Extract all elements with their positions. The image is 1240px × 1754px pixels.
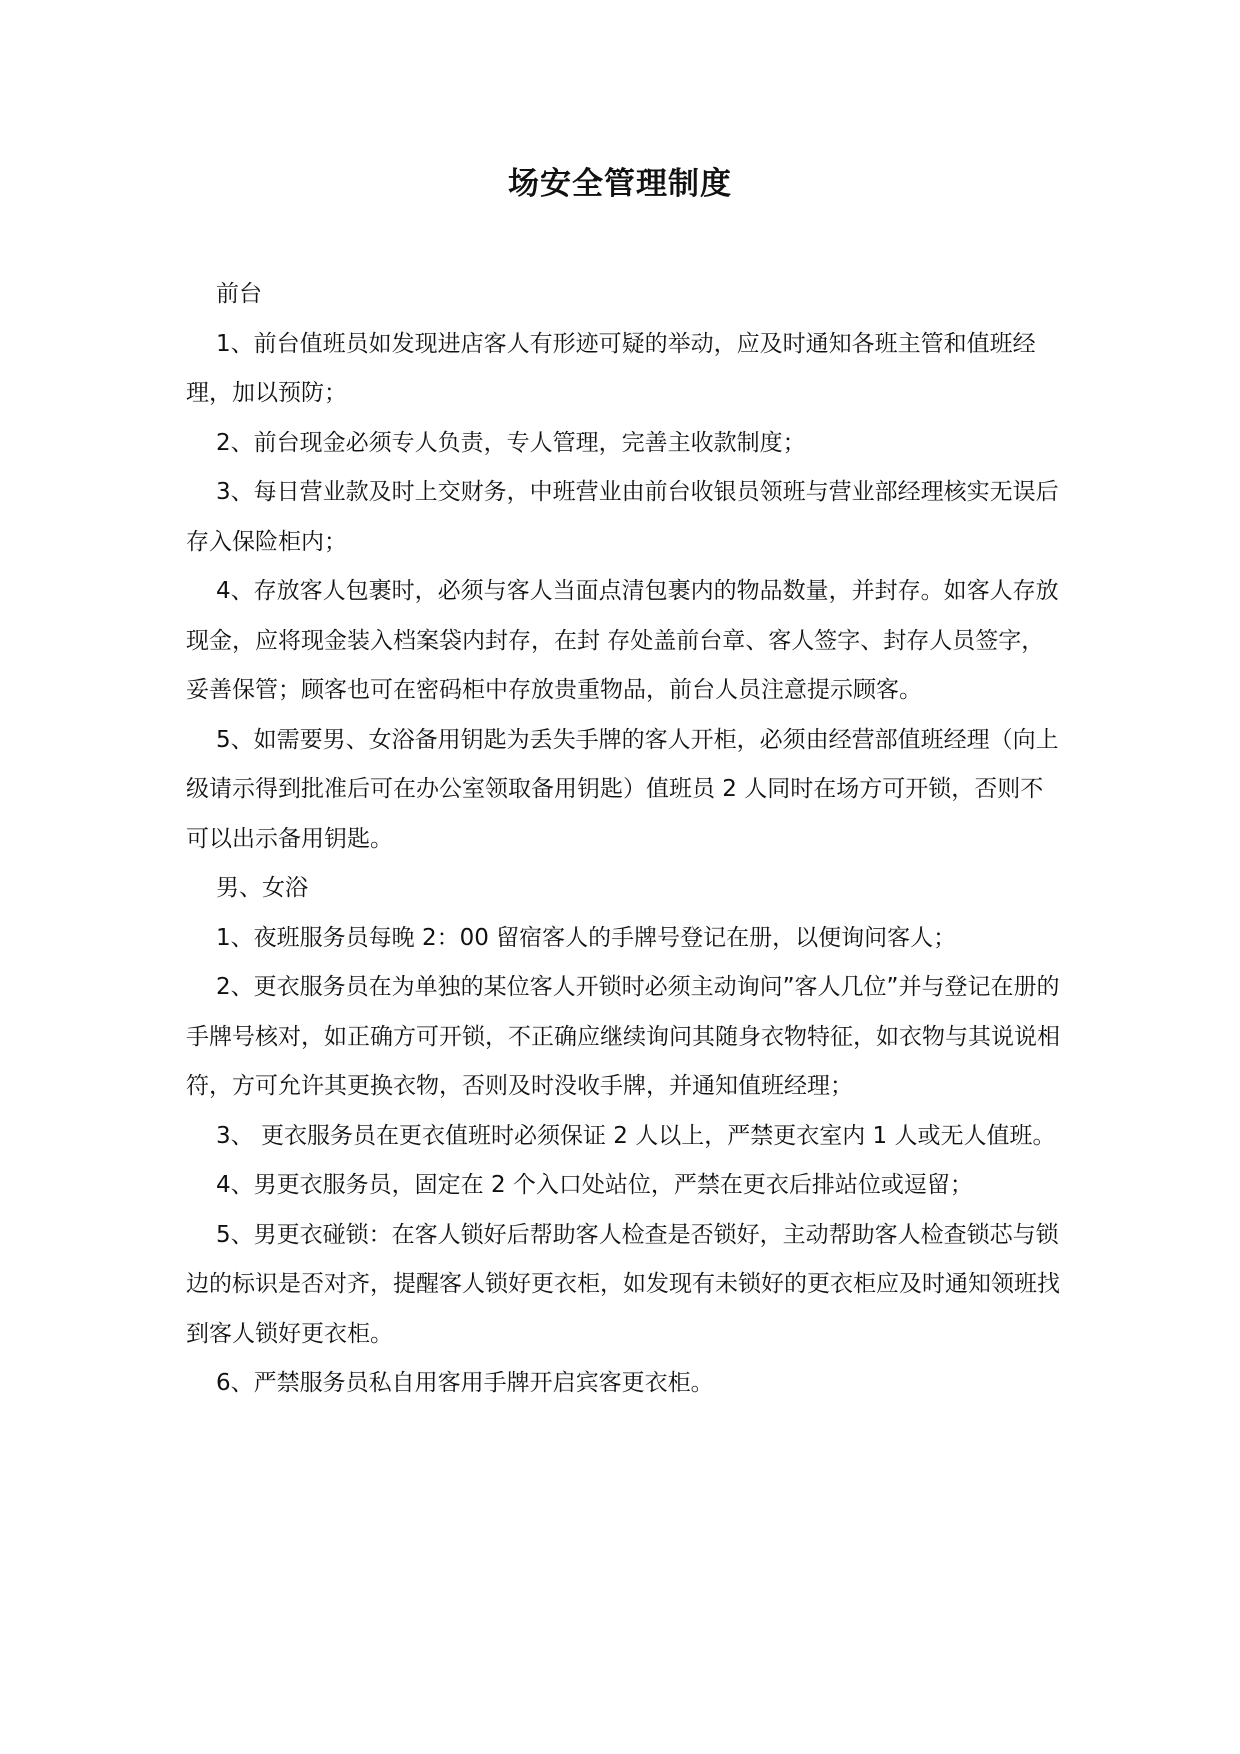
paragraph: 4、男更衣服务员，固定在 2 个入口处站位，严禁在更衣后排站位或逗留； — [216, 1172, 973, 1198]
paragraph: 3、每日营业款及时上交财务，中班营业由前台收银员领班与营业部经理核实无误后存入保险柜内； — [186, 479, 1059, 555]
section-heading-front-desk: 前台 — [216, 281, 262, 307]
paragraph: 5、如需要男、女浴备用钥匙为丢失手牌的客人开柜，必须由经营部值班经理（向上级请示得到批准后可在办公室领取备用钥匙）值班员 2 人同时在场方可开锁，否则不可以出示备用钥匙。 — [186, 726, 1059, 852]
paragraph: 2、前台现金必须专人负责，专人管理，完善主收款制度； — [216, 429, 806, 456]
paragraph: 1、夜班服务员每晚 2：00 留宿客人的手牌号登记在册，以便询问客人； — [216, 924, 957, 951]
document-body — [186, 270, 1061, 1409]
paragraph: 2、更衣服务员在为单独的某位客人开锁时必须主动询问”客人几位”并与登记在册的手牌号核对，如正确方可开锁，不正确应继续询问其随身衣物特征，如衣物与其说说相符，方可允许其更换衣物，否则及时没收手牌，并通知值班经理； — [186, 974, 1060, 1099]
paragraph: 4、存放客人包裹时，必须与客人当面点清包裹内的物品数量，并封存。如客人存放现金，应将现金装入档案袋内封存，在封 存处盖前台章、客人签字、封存人员签字，妥善保管；顾客也可在密码柜中存放贵重物品，前台人员注意提示顾客。 — [186, 578, 1059, 703]
paragraph: 5、男更衣碰锁：在客人锁好后帮助客人检查是否锁好，主动帮助客人检查锁芯与锁边的标识是否对齐，提醒客人锁好更衣柜，如发现有未锁好的更衣柜应及时通知领班找到客人锁好更衣柜。 — [186, 1221, 1060, 1347]
paragraph: 6、严禁服务员私自用客用手牌开启宾客更衣柜。 — [216, 1370, 714, 1396]
paragraph: 1、前台值班员如发现进店客人有形迹可疑的举动，应及时通知各班主管和值班经理，加以预防； — [186, 330, 1036, 406]
document-title: 场安全管理制度 — [508, 166, 732, 202]
paragraph: 3、 更衣服务员在更衣值班时必须保证 2 人以上，严禁更衣室内 1 人或无人值班。 — [216, 1122, 1056, 1149]
section-heading-bath: 男、女浴 — [216, 875, 308, 901]
